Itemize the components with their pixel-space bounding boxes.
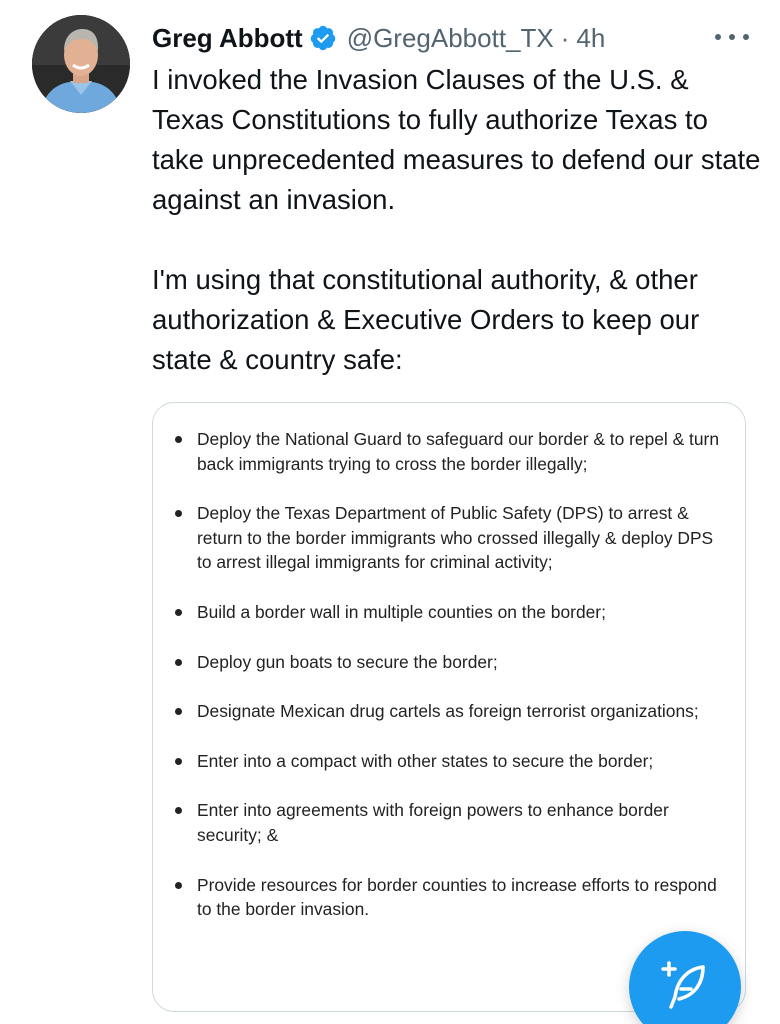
- avatar[interactable]: [32, 15, 130, 113]
- more-dot: [715, 34, 721, 40]
- tweet-media-image[interactable]: [152, 402, 746, 1012]
- media-bullet-list: [153, 403, 745, 922]
- more-dot: [729, 34, 735, 40]
- list-item-text: Deploy the Texas Department of Public Safety (DPS) to arrest & return to the border immigrants who crossed illegally & deploy DPS to arrest illegal immigrants for criminal activity;: [197, 503, 714, 573]
- tweet-header: [152, 20, 752, 56]
- separator-dot: ·: [560, 22, 570, 53]
- bullet-icon: [175, 807, 182, 814]
- list-item: [171, 798, 731, 847]
- list-item: [171, 699, 731, 724]
- bullet-icon: [175, 510, 182, 517]
- bullet-icon: [175, 708, 182, 715]
- list-item-text: Build a border wall in multiple counties on the border;: [197, 601, 606, 622]
- verified-badge-icon: [309, 24, 337, 52]
- list-item: [171, 600, 731, 625]
- more-options-icon[interactable]: [715, 22, 749, 52]
- list-item-text: Enter into agreements with foreign powers to enhance border security; &: [197, 800, 669, 845]
- tweet-paragraph: I invoked the Invasion Clauses of the U.S. & Texas Constitutions to fully authorize Texas to take unprecedented measures to defend our state against an invasion.: [152, 64, 761, 215]
- compose-tweet-icon: [657, 959, 713, 1015]
- timestamp[interactable]: 4h: [576, 22, 606, 53]
- display-name[interactable]: Greg Abbott: [152, 22, 303, 53]
- list-item-text: Provide resources for border counties to increase efforts to respond to the border invasion.: [197, 874, 717, 920]
- list-item-text: Designate Mexican drug cartels as foreign terrorist organizations;: [197, 701, 699, 722]
- list-item-text: Enter into a compact with other states to secure the border;: [197, 750, 654, 771]
- list-item: [171, 427, 731, 476]
- list-item: [171, 501, 731, 575]
- tweet-paragraph: I'm using that constitutional authority, & other authorization & Executive Orders to keep our state & country safe:: [152, 264, 700, 375]
- bullet-icon: [175, 659, 182, 666]
- user-handle[interactable]: @GregAbbott_TX: [346, 22, 554, 53]
- list-item: [171, 873, 731, 922]
- more-dot: [743, 34, 749, 40]
- avatar-image: [32, 15, 130, 113]
- bullet-icon: [175, 609, 182, 616]
- list-item-text: Deploy gun boats to secure the border;: [197, 651, 498, 672]
- list-item: [171, 650, 731, 675]
- list-item: [171, 749, 731, 774]
- tweet-text: [152, 60, 762, 380]
- bullet-icon: [175, 882, 182, 889]
- bullet-icon: [175, 436, 182, 443]
- list-item-text: Deploy the National Guard to safeguard our border & to repel & turn back immigrants trying to cross the border illegally;: [197, 429, 720, 474]
- bullet-icon: [175, 758, 182, 765]
